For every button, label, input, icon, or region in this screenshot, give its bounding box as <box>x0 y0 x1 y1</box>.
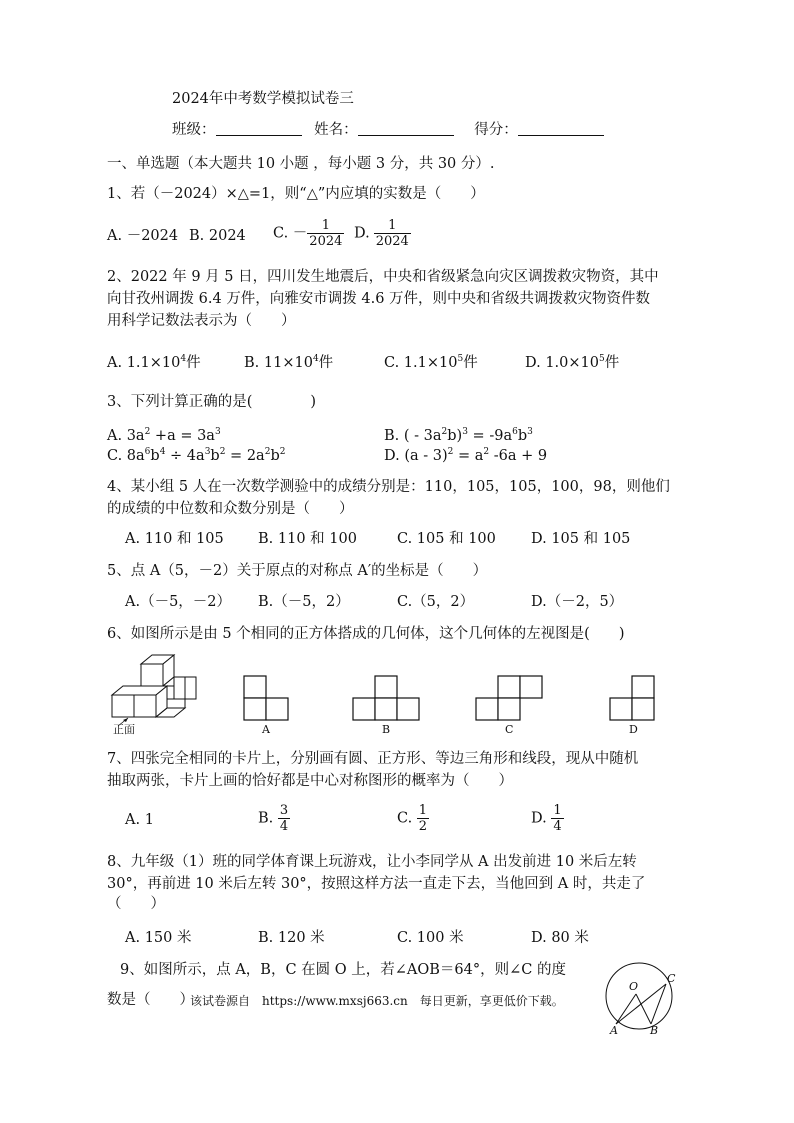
q2-a-prefix: A. <box>107 355 123 371</box>
q4-option-a: A. 110 和 105 <box>125 531 224 547</box>
q2-a-base: 1.1×10 <box>126 355 181 371</box>
q7-c-numerator: 1 <box>418 803 428 818</box>
q1-d-numerator: 1 <box>388 218 397 233</box>
q8-option-a: A. 150 米 <box>125 930 192 946</box>
q1-c-denominator: 2024 <box>309 234 343 249</box>
q2-b-unit: 件 <box>318 355 334 371</box>
q3-stem: 3、下列计算正确的是( ) <box>107 394 317 410</box>
q1-d-fraction <box>374 218 411 249</box>
section-heading: 一、单选题（本大题共 10 小题 ，每小题 3 分，共 30 分）. <box>107 156 495 172</box>
segment-ob <box>636 994 651 1024</box>
q2-line-2: 向甘孜州调拨 6.4 万件，向雅安市调拨 4.6 万件，则中央和省级共调拨救灾物资件数 <box>107 291 651 307</box>
q7-option-d <box>531 803 564 834</box>
score-blank <box>518 121 604 136</box>
class-blank <box>216 121 302 136</box>
q3-option-c: C. $8a^6b^4 \div 4a^3b^2 = 2a^2b^2$ <box>107 447 286 464</box>
q2-d-unit: 件 <box>604 355 620 371</box>
q3-b-prefix: B. <box>384 428 400 444</box>
q7-b-prefix: B. <box>258 810 274 827</box>
q6-view-c <box>476 676 544 722</box>
q1-option-a: A. －2024 <box>107 228 179 244</box>
q7-option-a: A. 1 <box>125 812 154 828</box>
class-label: 班级： <box>172 122 216 138</box>
q8-line-3: （ ） <box>107 896 165 912</box>
q4-option-d: D. 105 和 105 <box>531 531 631 547</box>
q9-line-1: 9、如图所示，点 A，B，C 在圆 O 上，若∠AOB＝64°，则∠C 的度 <box>120 962 566 978</box>
q7-b-fraction <box>278 803 290 834</box>
q2-c-prefix: C. <box>384 355 400 371</box>
front-label: 正面 <box>113 723 135 736</box>
q5-stem: 5、点 A（5，－2）关于原点的对称点 A′的坐标是（ ） <box>107 563 488 579</box>
q6-label-a: A <box>262 723 270 736</box>
q2-a-exponent: 4 <box>180 354 187 364</box>
q2-option-a <box>107 354 201 372</box>
score-label: 得分： <box>474 122 518 138</box>
q1-d-prefix: D. <box>354 225 370 242</box>
q2-a-unit: 件 <box>186 355 201 371</box>
q6-view-a <box>244 676 290 722</box>
q7-d-prefix: D. <box>531 810 547 827</box>
q1-option-c <box>273 218 344 249</box>
q7-d-denominator: 4 <box>553 819 562 834</box>
q2-option-b <box>244 354 333 372</box>
q3-a-prefix: A. <box>107 428 123 444</box>
q2-c-exponent: 5 <box>457 354 464 364</box>
q3-option-d: D. $(a - 3)^2 = a^2$ -6a + 9 <box>384 447 548 464</box>
q4-line-1: 4、某小组 5 人在一次数学测验中的成绩分别是：110，105，105，100，98，则他们 <box>107 479 670 495</box>
q3-option-a: A. $3a^2 +a = 3a^3$ <box>107 427 221 444</box>
q4-option-b: B. 110 和 100 <box>258 531 357 547</box>
q6-view-d <box>610 676 656 722</box>
name-label: 姓名： <box>314 122 358 138</box>
q7-line-2: 抽取两张，卡片上画的恰好都是中心对称图形的概率为（ ） <box>107 773 513 789</box>
q7-c-prefix: C. <box>397 810 413 827</box>
q4-line-2: 的成绩的中位数和众数分别是（ ） <box>107 501 354 517</box>
q2-c-base: 1.1×10 <box>403 355 458 371</box>
q8-option-b: B. 120 米 <box>258 930 325 946</box>
q2-option-c <box>384 354 478 372</box>
q7-b-denominator: 4 <box>279 819 289 834</box>
q7-b-numerator: 3 <box>279 803 289 818</box>
q5-option-d: D.（－2，5） <box>531 594 624 610</box>
q1-c-prefix: C. － <box>273 225 308 242</box>
q3-option-b: B. ( - $3a^2b)^3 = -9a^6b^3$ <box>384 427 533 444</box>
q1-c-numerator: 1 <box>321 218 330 233</box>
q8-option-d: D. 80 米 <box>531 930 589 946</box>
q5-option-a: A.（－5，－2） <box>125 594 232 610</box>
q4-option-c: C. 105 和 100 <box>397 531 496 547</box>
point-a-label: A <box>610 1024 618 1037</box>
q9-circle-figure <box>600 960 680 1036</box>
q7-d-numerator: 1 <box>553 803 562 818</box>
q2-line-3: 用科学记数法表示为（ ） <box>107 313 296 329</box>
q1-option-b: B. 2024 <box>189 228 246 244</box>
q1-option-d <box>354 218 411 249</box>
q2-line-1: 2、2022 年 9 月 5 日，四川发生地震后，中央和省级紧急向灾区调拨救灾物资，其中 <box>107 269 659 285</box>
q2-b-base: 11×10 <box>263 355 313 371</box>
q7-line-1: 7、四张完全相同的卡片上，分别画有圆、正方形、等边三角形和线段，现从中随机 <box>107 751 639 767</box>
q6-view-b <box>353 676 421 722</box>
q2-d-prefix: D. <box>525 355 541 371</box>
q8-line-1: 8、九年级（1）班的同学体育课上玩游戏，让小李同学从 A 出发前进 10 米后左转 <box>107 854 637 870</box>
q7-d-fraction <box>551 803 563 834</box>
point-c-label: C <box>667 972 676 985</box>
q2-d-exponent: 5 <box>599 354 605 364</box>
point-b-label: B <box>650 1024 659 1037</box>
q7-option-b <box>258 803 290 834</box>
q2-option-d <box>525 354 619 372</box>
header-row <box>172 121 604 139</box>
q9-line-2: 数是（ ） <box>107 992 194 1008</box>
q1-d-denominator: 2024 <box>375 234 409 249</box>
q5-option-c: C.（5，2） <box>397 594 475 610</box>
q7-c-fraction <box>417 803 429 834</box>
point-o-label: O <box>629 980 639 993</box>
q3-d-prefix: D. <box>384 448 400 464</box>
q6-label-b: B <box>382 723 391 736</box>
q1-c-fraction <box>307 218 344 249</box>
q7-option-c <box>397 803 429 834</box>
q6-label-d: D <box>629 723 638 736</box>
page-title: 2024年中考数学模拟试卷三 <box>172 91 354 107</box>
segment-oa <box>616 994 636 1024</box>
q2-c-unit: 件 <box>463 355 478 371</box>
source-watermark: 该试卷源自 https://www.mxsj663.cn 每日更新，享更低价下载。 <box>190 994 564 1008</box>
q6-stem: 6、如图所示是由 5 个相同的正方体搭成的几何体，这个几何体的左视图是( ) <box>107 626 625 642</box>
q1-stem: 1、若（－2024）×△=1，则“△”内应填的实数是（ ） <box>107 186 485 202</box>
q2-b-prefix: B. <box>244 355 260 371</box>
q6-label-c: C <box>505 723 514 736</box>
q3-c-prefix: C. <box>107 448 123 464</box>
q5-option-b: B.（－5，2） <box>258 594 350 610</box>
name-blank <box>358 121 454 136</box>
q2-d-base: 1.0×10 <box>545 355 599 371</box>
q8-option-c: C. 100 米 <box>397 930 464 946</box>
circle-o <box>606 963 672 1029</box>
q7-c-denominator: 2 <box>418 819 428 834</box>
q8-line-2: 30°，再前进 10 米后左转 30°，按照这样方法一直走下去，当他回到 A 时，共走了 <box>107 876 646 892</box>
q2-b-exponent: 4 <box>312 354 319 364</box>
